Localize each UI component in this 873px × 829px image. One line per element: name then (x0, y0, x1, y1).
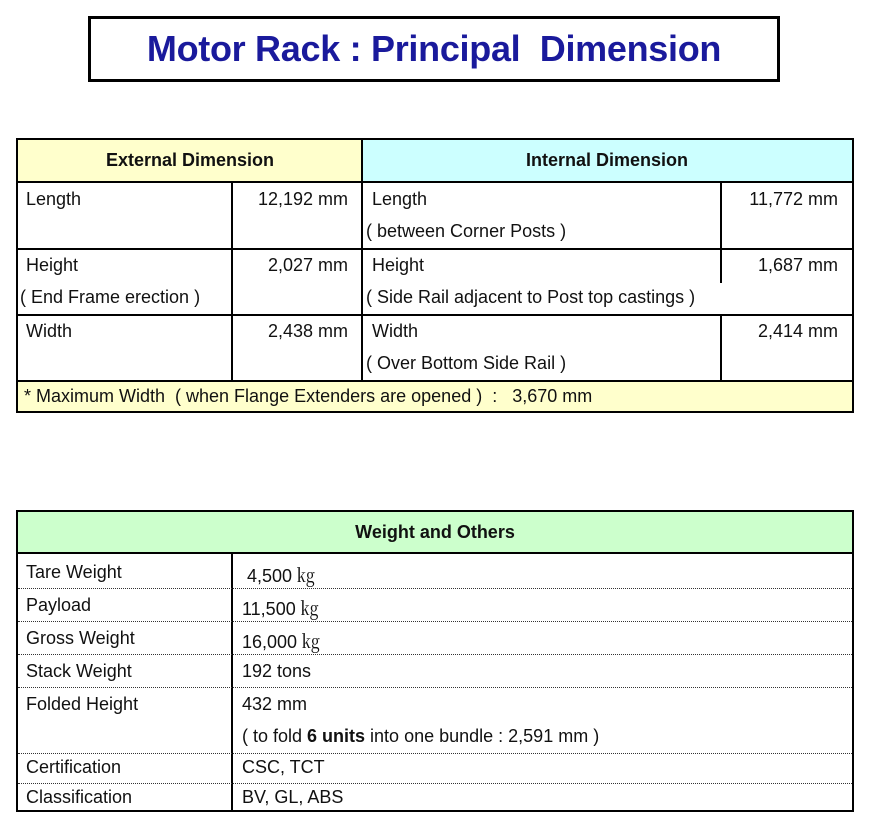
weight-header (18, 512, 852, 554)
fold-note-prefix: ( to fold (242, 726, 308, 746)
int-width-sub: ( Over Bottom Side Rail ) (366, 353, 567, 373)
fold-note (242, 726, 599, 747)
int-length-value: 11,772 mm (749, 189, 838, 209)
page-title: Motor Rack : Principal Dimension (146, 28, 722, 69)
external-header-label: External Dimension (105, 150, 275, 170)
certification-value: CSC, TCT (242, 757, 325, 777)
ext-width-value: 2,438 mm (267, 321, 348, 341)
tare-weight-label: Tare Weight (26, 562, 122, 582)
int-height-value: 1,687 mm (757, 255, 838, 275)
classification-value: BV, GL, ABS (242, 787, 344, 807)
tare-weight-value: 4,500 ㎏ (242, 566, 316, 586)
title-box (88, 16, 780, 82)
payload-value: 11,500 ㎏ (242, 599, 319, 619)
certification-label: Certification (26, 757, 122, 777)
classification-label: Classification (26, 787, 133, 807)
folded-height-value: 432 mm (242, 694, 308, 714)
int-length-label: Length (372, 189, 428, 209)
gross-weight-label: Gross Weight (26, 628, 135, 648)
ext-length-label: Length (26, 189, 82, 209)
ext-length-value: 12,192 mm (257, 189, 348, 209)
ext-height-sub: ( End Frame erection ) (20, 287, 201, 307)
internal-header-label: Internal Dimension (525, 150, 689, 170)
stack-weight-label: Stack Weight (26, 661, 132, 681)
gross-weight-value: 16,000 ㎏ (242, 632, 321, 652)
weight-header-label: Weight and Others (355, 521, 515, 542)
int-height-label: Height (372, 255, 425, 275)
max-width-note: * Maximum Width ( when Flange Extenders are opened ) : 3,670 mm (24, 386, 593, 406)
int-width-label: Width (372, 321, 419, 341)
payload-label: Payload (26, 595, 92, 615)
weight-table (16, 510, 854, 812)
folded-height-label: Folded Height (26, 694, 139, 714)
int-width-value: 2,414 mm (757, 321, 838, 341)
external-header (18, 140, 362, 183)
ext-height-label: Height (26, 255, 79, 275)
fold-note-suffix: into one bundle : 2,591 mm ) (365, 726, 600, 746)
ext-height-value: 2,027 mm (267, 255, 348, 275)
fold-note-units: 6 units (307, 726, 366, 746)
int-length-sub: ( between Corner Posts ) (366, 221, 567, 241)
max-width-note-row (18, 382, 852, 411)
int-height-sub: ( Side Rail adjacent to Post top castings ) (366, 287, 696, 307)
ext-width-label: Width (26, 321, 73, 341)
dimension-table (16, 138, 854, 413)
stack-weight-value: 192 tons (242, 661, 312, 681)
internal-header (362, 140, 852, 183)
